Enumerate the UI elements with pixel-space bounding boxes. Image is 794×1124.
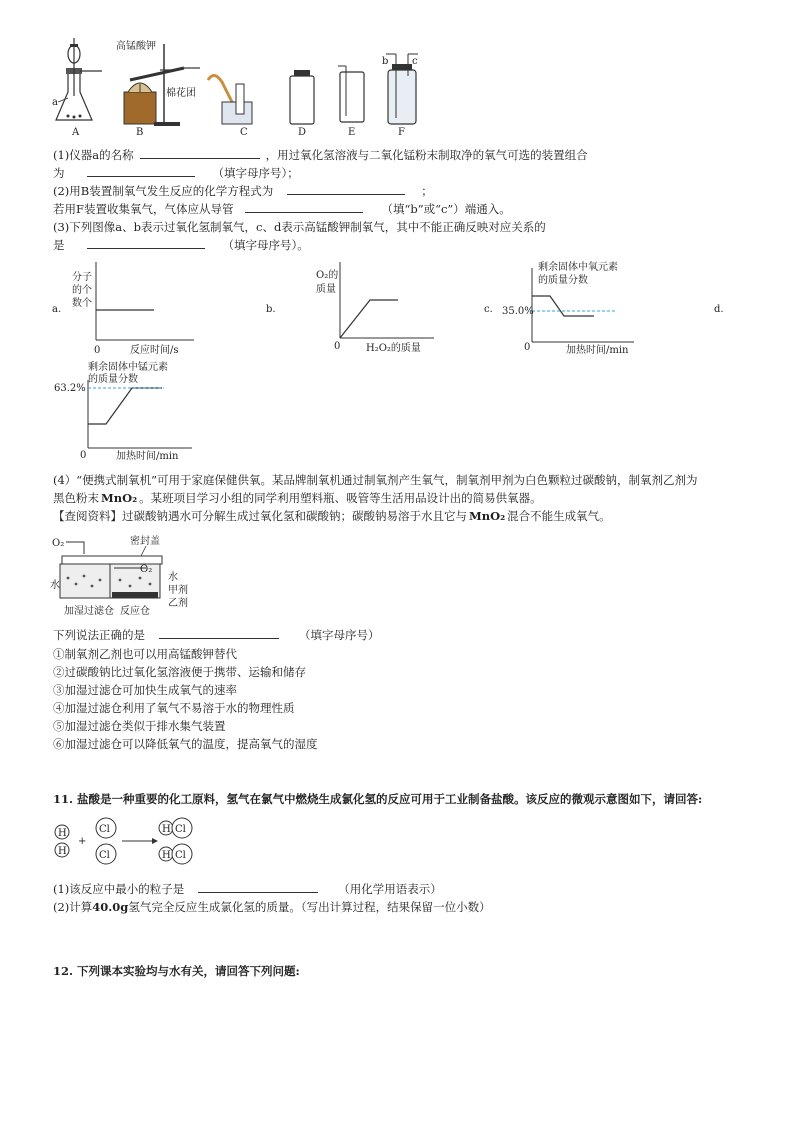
- q10-part4-question: 下列说法正确的是 （填字母序号）: [53, 628, 380, 642]
- h-atom-1: H: [58, 828, 67, 839]
- label-b-port: b: [382, 56, 389, 67]
- q10-part1-line1: (1)仪器a的名称 ，用过氧化氢溶液与二氧化锰粉末制取净的氧气可选的装置组合: [53, 148, 588, 162]
- graph-c-ylabel-1: 剩余固体中氧元素: [538, 262, 618, 273]
- q10-part4-line2: 黑色粉末 MnO₂ 。某班项目学习小组的同学利用塑料瓶、吸管等生活用品设计出的简易供氧器。: [53, 491, 542, 505]
- q10-part4-line1: (4）“便携式制氧机”可用于家庭保健供氧。某品牌制氧机通过制氧剂产生氧气，制氧剂甲剂为白色颗粒过碳酸钠，制氧剂乙剂为: [53, 473, 698, 487]
- letter-f: F: [398, 127, 405, 138]
- cl-atom-1: Cl: [99, 824, 110, 835]
- graph-d-origin: 0: [80, 450, 87, 461]
- label-c-port: c: [412, 56, 418, 67]
- letter-a: A: [72, 127, 80, 138]
- graph-d: [52, 358, 222, 464]
- apparatus-c: [208, 75, 252, 124]
- device-agent-a: 甲剂: [168, 585, 188, 596]
- graph-c-mark: 35.0%: [502, 306, 534, 317]
- graph-a-ylabel-1: 分子: [72, 272, 92, 283]
- graph-c-origin: 0: [524, 342, 531, 353]
- device-cap: 密封盖: [130, 536, 160, 547]
- letter-e: E: [348, 127, 356, 138]
- q10-part1-line2: 为 （填字母序号）；: [53, 166, 299, 180]
- answer-blank-7[interactable]: [198, 880, 318, 893]
- graph-d-ylabel-2: 的质量分数: [88, 374, 138, 385]
- hcl-cl-1: Cl: [175, 824, 186, 835]
- hcl-cl-2: Cl: [175, 850, 186, 861]
- graph-a-label: a.: [52, 304, 62, 315]
- q10-part3-line1: (3)下列图像a、b表示过氧化氢制氧气，c、d表示高锰酸钾制氧气，其中不能正确反映对应关系的: [53, 220, 546, 234]
- hcl-h-1: H: [162, 824, 171, 835]
- graph-d-mark: 63.2%: [54, 383, 86, 394]
- option-4: ④加湿过滤仓利用了氧气不易溶于水的物理性质: [53, 701, 295, 715]
- q10-part4-line3: 【查阅资料】过碳酸钠遇水可分解生成过氧化氢和碳酸钠；碳酸钠易溶于水且它与 MnO₂ 混合不能生成氧气。: [53, 509, 611, 523]
- graphs-row: [44, 258, 744, 358]
- q12-title: 12. 下列课本实验均与水有关，请回答下列问题:: [53, 964, 300, 978]
- answer-blank-1[interactable]: [140, 146, 260, 159]
- label-kmno4: 高锰酸钾: [116, 41, 156, 52]
- apparatus-a: [56, 38, 102, 120]
- q11-micro-diagram: [52, 814, 212, 870]
- q10-part3-line2: 是 （填字母序号）。: [53, 238, 309, 252]
- graph-b-ylabel-2: 质量: [316, 284, 336, 295]
- apparatus-e: [338, 66, 364, 122]
- device-chamber-left: 加湿过滤仓: [64, 606, 114, 617]
- option-1: ①制氧剂乙剂也可以用高锰酸钾替代: [53, 647, 237, 661]
- letter-d: D: [298, 127, 307, 138]
- q11-part1: (1)该反应中最小的粒子是 （用化学用语表示）: [53, 882, 442, 896]
- graph-c-xlabel: 加热时间/min: [566, 345, 629, 356]
- device-o2-inner: O₂: [140, 564, 153, 575]
- graph-b-xlabel: H₂O₂的质量: [366, 343, 421, 354]
- apparatus-b: [124, 44, 200, 126]
- letter-c: C: [240, 127, 248, 138]
- device-water-left: 水: [50, 580, 60, 591]
- cl-atom-2: Cl: [99, 850, 110, 861]
- graph-b-label: b.: [266, 304, 276, 315]
- graph-a-origin: 0: [94, 345, 101, 356]
- device-o2-out: O₂: [52, 538, 65, 549]
- answer-blank-5[interactable]: [87, 236, 205, 249]
- q11-title: 11. 盐酸是一种重要的化工原料，氢气在氯气中燃烧生成氯化氢的反应可用于工业制备盐酸。该反应的微观示意图如下，请回答:: [53, 792, 703, 806]
- device-chamber-right: 反应仓: [120, 606, 150, 617]
- q10-part2-line1: (2)用B装置制氧气发生反应的化学方程式为 ；: [53, 184, 433, 198]
- graph-b-ylabel-1: O₂的: [316, 270, 339, 281]
- plus-sign: +: [78, 836, 87, 847]
- option-2: ②过碳酸钠比过氧化氢溶液便于携带、运输和储存: [53, 665, 306, 679]
- answer-blank-3[interactable]: [287, 182, 405, 195]
- oxygen-device-figure: [50, 528, 210, 620]
- graph-d-xlabel: 加热时间/min: [116, 451, 179, 462]
- label-a: a: [52, 97, 58, 108]
- letter-b: B: [136, 127, 144, 138]
- h-atom-2: H: [58, 846, 67, 857]
- hcl-h-2: H: [162, 850, 171, 861]
- device-agent-b: 乙剂: [168, 598, 188, 609]
- graph-c-ylabel-2: 的质量分数: [538, 275, 588, 286]
- option-3: ③加湿过滤仓可加快生成氧气的速率: [53, 683, 237, 697]
- option-6: ⑥加湿过滤仓可以降低氧气的温度，提高氧气的湿度: [53, 737, 318, 751]
- q10-part2-line2: 若用F装置收集氧气，气体应从导管 （填“b”或“c”）端通入。: [53, 202, 511, 216]
- graph-a-ylabel-2: 的个: [72, 285, 92, 296]
- graph-c-label: c.: [484, 304, 493, 315]
- apparatus-figure: [50, 36, 430, 138]
- graph-d-ylabel-1: 剩余固体中锰元素: [88, 362, 168, 373]
- graph-b-origin: 0: [334, 341, 341, 352]
- answer-blank-6[interactable]: [159, 626, 279, 639]
- graph-a-xlabel: 反应时间/s: [130, 345, 179, 356]
- apparatus-d: [290, 70, 314, 124]
- graph-a-ylabel-3: 数个: [72, 298, 92, 309]
- label-cotton: 棉花团: [166, 88, 196, 99]
- q11-part2: (2)计算40.0g氢气完全反应生成氯化氢的质量。（写出计算过程，结果保留一位小数）: [53, 900, 491, 914]
- answer-blank-2[interactable]: [87, 164, 195, 177]
- graph-d-label: d.: [714, 304, 724, 315]
- answer-blank-4[interactable]: [245, 200, 363, 213]
- option-5: ⑤加湿过滤仓类似于排水集气装置: [53, 719, 226, 733]
- device-water-right: 水: [168, 572, 178, 583]
